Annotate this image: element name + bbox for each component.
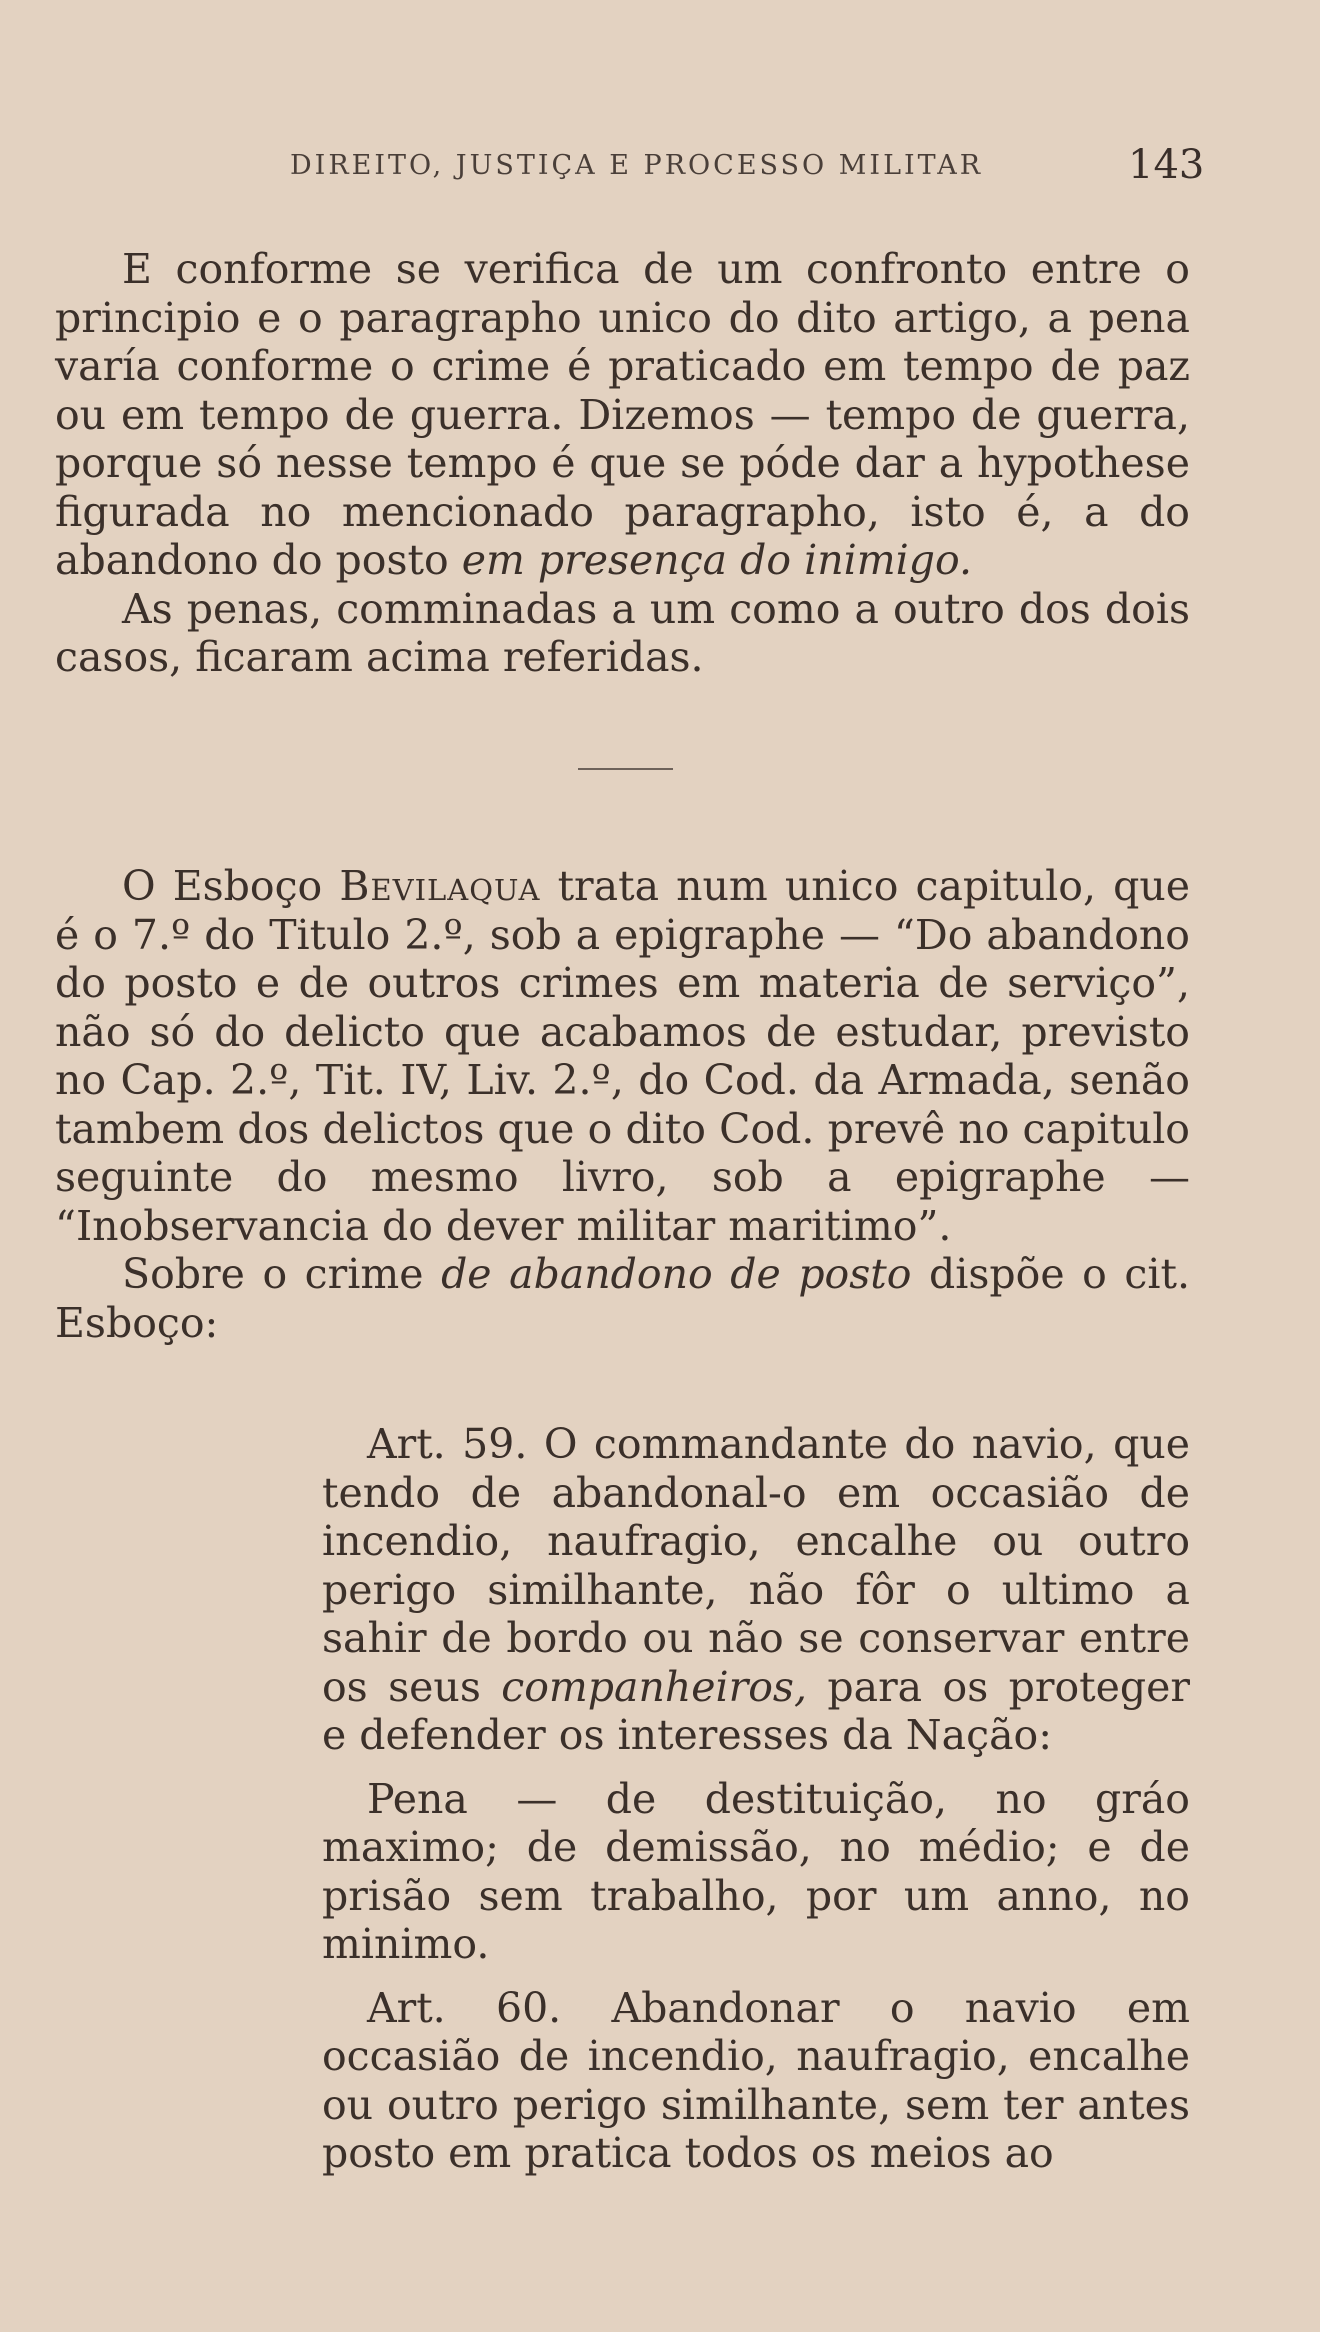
- paragraph-1-text: E conforme se verifica de um confronto entre o principio e o paragrapho unico do dito artigo, a pena varía conforme o crime é praticado em tempo de paz ou em tempo de guerra. Dizemos — tempo de guerra, porque só nesse tempo é que se póde dar a hypothese figurada no mencionado paragrapho, isto é, a do abandono do posto: [55, 245, 1190, 584]
- running-head: DIREITO, JUSTIÇA E PROCESSO MILITAR: [290, 150, 984, 181]
- article-59: [322, 1420, 1190, 1760]
- article-59-italic: companheiros,: [501, 1662, 808, 1711]
- paragraph-4-italic: de abandono de posto: [441, 1250, 912, 1298]
- article-59-text-b: para os proteger e defender os interesses da Nação:: [322, 1662, 1190, 1759]
- article-59-text-a: Art. 59. O commandante do navio, que tendo de abandonal-o em occasião de incendio, naufragio, encalhe ou outro perigo similhante, não fôr o ultimo a sahir de bordo ou não se conservar entre os seus: [322, 1420, 1190, 1711]
- article-59-penalty: Pena — de destituição, no gráo maximo; de demissão, no médio; e de prisão sem trabalho, por um anno, no minimo.: [322, 1774, 1190, 1968]
- paragraph-2: As penas, comminadas a um como a outro dos dois casos, ficaram acima referidas.: [55, 584, 1190, 681]
- paragraph-4-text-b: dispõe o cit. Esboço:: [55, 1250, 1190, 1347]
- paragraph-3-smallcaps: Bevilaqua: [339, 862, 541, 910]
- paragraph-1-italic: em presença do inimigo.: [461, 536, 972, 584]
- paragraph-3-text-b: trata num unico capitulo, que é o 7.º do Titulo 2.º, sob a epigraphe — “Do abandono do posto e de outros crimes em materia de serviço”, não só do delicto que acabamos de estudar, previsto no Cap. 2.º, Tit. IV, Liv. 2.º, do Cod. da Armada, senão tambem dos delictos que o dito Cod. prevê no capitulo seguinte do mesmo livro, sob a epigraphe — “Inobservancia do dever militar maritimo”.: [55, 862, 1190, 1250]
- section-1: [55, 245, 1190, 682]
- paragraph-3: [55, 862, 1190, 1250]
- paragraph-1: [55, 245, 1190, 585]
- article-60: Art. 60. Abandonar o navio em occasião de incendio, naufragio, encalhe ou outro perigo similhante, sem ter antes posto em pratica todos os meios ao: [322, 1983, 1190, 2177]
- quoted-articles: [322, 1420, 1190, 2193]
- paragraph-4: [55, 1250, 1190, 1347]
- paragraph-3-text-a: O Esboço: [122, 862, 340, 910]
- paragraph-4-text-a: Sobre o crime: [122, 1250, 442, 1298]
- page-number: 143: [1128, 142, 1205, 188]
- section-2: [55, 862, 1190, 1347]
- section-divider: [578, 768, 673, 770]
